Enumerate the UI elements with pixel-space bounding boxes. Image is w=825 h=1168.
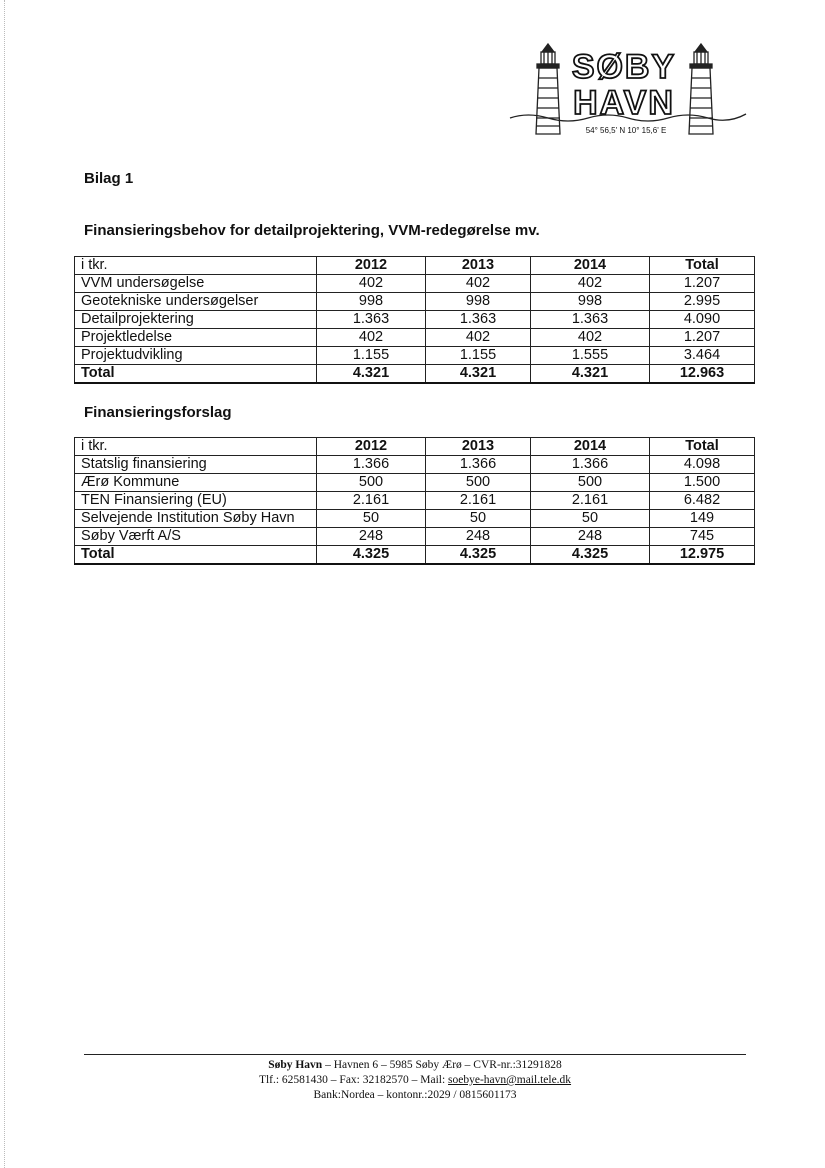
- table-row: [75, 510, 755, 528]
- table-cell: 50: [317, 510, 426, 528]
- row-label: Statslig finansiering: [75, 456, 317, 474]
- table-cell: 1.500: [650, 474, 755, 492]
- table-cell: 500: [426, 474, 531, 492]
- total-cell: 4.321: [426, 365, 531, 384]
- table-cell: 500: [317, 474, 426, 492]
- table-cell: 402: [426, 329, 531, 347]
- total-label: Total: [75, 365, 317, 384]
- row-label: Detailprojektering: [75, 311, 317, 329]
- table-header-row: [75, 438, 755, 456]
- table-cell: 402: [531, 275, 650, 293]
- table-cell: 248: [317, 528, 426, 546]
- logo-coordinates: 54° 56,5' N 10° 15,6' E: [585, 126, 667, 135]
- table-cell: 1.555: [531, 347, 650, 365]
- table-total-row: [75, 546, 755, 565]
- total-cell: 12.963: [650, 365, 755, 384]
- table-cell: 402: [531, 329, 650, 347]
- total-cell: 4.325: [426, 546, 531, 565]
- table-cell: 1.366: [317, 456, 426, 474]
- row-label: TEN Finansiering (EU): [75, 492, 317, 510]
- row-label: VVM undersøgelse: [75, 275, 317, 293]
- row-label: Selvejende Institution Søby Havn: [75, 510, 317, 528]
- header-cell: 2014: [531, 438, 650, 456]
- header-cell: 2013: [426, 257, 531, 275]
- table-cell: 149: [650, 510, 755, 528]
- row-label: Projektledelse: [75, 329, 317, 347]
- footer-bank-line: Bank:Nordea – kontonr.:2029 / 0815601173: [313, 1089, 517, 1101]
- table-cell: 998: [317, 293, 426, 311]
- table-cell: 50: [426, 510, 531, 528]
- table-cell: 1.207: [650, 275, 755, 293]
- table-row: [75, 275, 755, 293]
- table-cell: 248: [531, 528, 650, 546]
- table-cell: 4.098: [650, 456, 755, 474]
- footer-phone-fax: Tlf.: 62581430 – Fax: 32182570 – Mail:: [258, 1074, 449, 1086]
- table-cell: 500: [531, 474, 650, 492]
- table-cell: 998: [426, 293, 531, 311]
- footer-divider: [84, 1054, 746, 1055]
- table-cell: 2.161: [531, 492, 650, 510]
- row-label: Projektudvikling: [75, 347, 317, 365]
- total-label: Total: [75, 546, 317, 565]
- footer-address: – Havnen 6 – 5985 Søby Ærø – CVR-nr.:31291828: [322, 1059, 562, 1071]
- header-cell: 2014: [531, 257, 650, 275]
- table-row: [75, 293, 755, 311]
- row-label: Ærø Kommune: [75, 474, 317, 492]
- table-cell: 998: [531, 293, 650, 311]
- table-cell: 2.161: [317, 492, 426, 510]
- total-cell: 4.321: [317, 365, 426, 384]
- table-header-row: [75, 257, 755, 275]
- table-cell: 4.090: [650, 311, 755, 329]
- table-cell: 2.995: [650, 293, 755, 311]
- table-cell: 1.155: [426, 347, 531, 365]
- header-cell: Total: [650, 257, 755, 275]
- total-cell: 12.975: [650, 546, 755, 565]
- header-cell: i tkr.: [75, 257, 317, 275]
- table-cell: 1.155: [317, 347, 426, 365]
- table-cell: 1.363: [531, 311, 650, 329]
- row-label: Søby Værft A/S: [75, 528, 317, 546]
- table-row: [75, 347, 755, 365]
- financing-need-table: [74, 256, 755, 384]
- row-label: Geotekniske undersøgelser: [75, 293, 317, 311]
- table-row: [75, 528, 755, 546]
- header-cell: 2012: [317, 438, 426, 456]
- table-cell: 1.207: [650, 329, 755, 347]
- table-row: [75, 474, 755, 492]
- total-cell: 4.321: [531, 365, 650, 384]
- table-cell: 50: [531, 510, 650, 528]
- header-cell: 2013: [426, 438, 531, 456]
- appendix-label: Bilag 1: [84, 170, 134, 187]
- total-cell: 4.325: [531, 546, 650, 565]
- table-total-row: [75, 365, 755, 384]
- financing-proposal-table: [74, 437, 755, 565]
- footer-email-link[interactable]: soebye-havn@mail.tele.dk: [448, 1074, 572, 1086]
- footer-address-line: [84, 1058, 746, 1073]
- logo-title-havn: HAVN: [573, 84, 675, 122]
- table-cell: 1.366: [531, 456, 650, 474]
- table-cell: 2.161: [426, 492, 531, 510]
- table-cell: 3.464: [650, 347, 755, 365]
- table-row: [75, 456, 755, 474]
- footer: [84, 1058, 746, 1103]
- table-cell: 1.366: [426, 456, 531, 474]
- table-cell: 6.482: [650, 492, 755, 510]
- section-title-financing-proposal: Finansieringsforslag: [84, 404, 232, 421]
- table-row: [75, 492, 755, 510]
- header-cell: 2012: [317, 257, 426, 275]
- table-cell: 402: [426, 275, 531, 293]
- total-cell: 4.325: [317, 546, 426, 565]
- logo-title-soby: SØBY: [571, 48, 677, 86]
- section-title-financing-need: Finansieringsbehov for detailprojektering, VVM-redegørelse mv.: [84, 222, 540, 239]
- table-row: [75, 311, 755, 329]
- footer-contact-line: [84, 1073, 746, 1088]
- table-cell: 402: [317, 275, 426, 293]
- table-cell: 1.363: [317, 311, 426, 329]
- lighthouse-icon: [508, 42, 748, 142]
- table-cell: 745: [650, 528, 755, 546]
- table-row: [75, 329, 755, 347]
- harbor-logo: [508, 42, 748, 142]
- table-cell: 402: [317, 329, 426, 347]
- page-edge: [4, 0, 6, 1168]
- header-cell: i tkr.: [75, 438, 317, 456]
- table-cell: 1.363: [426, 311, 531, 329]
- footer-company-name: Søby Havn: [268, 1059, 323, 1071]
- table-cell: 248: [426, 528, 531, 546]
- header-cell: Total: [650, 438, 755, 456]
